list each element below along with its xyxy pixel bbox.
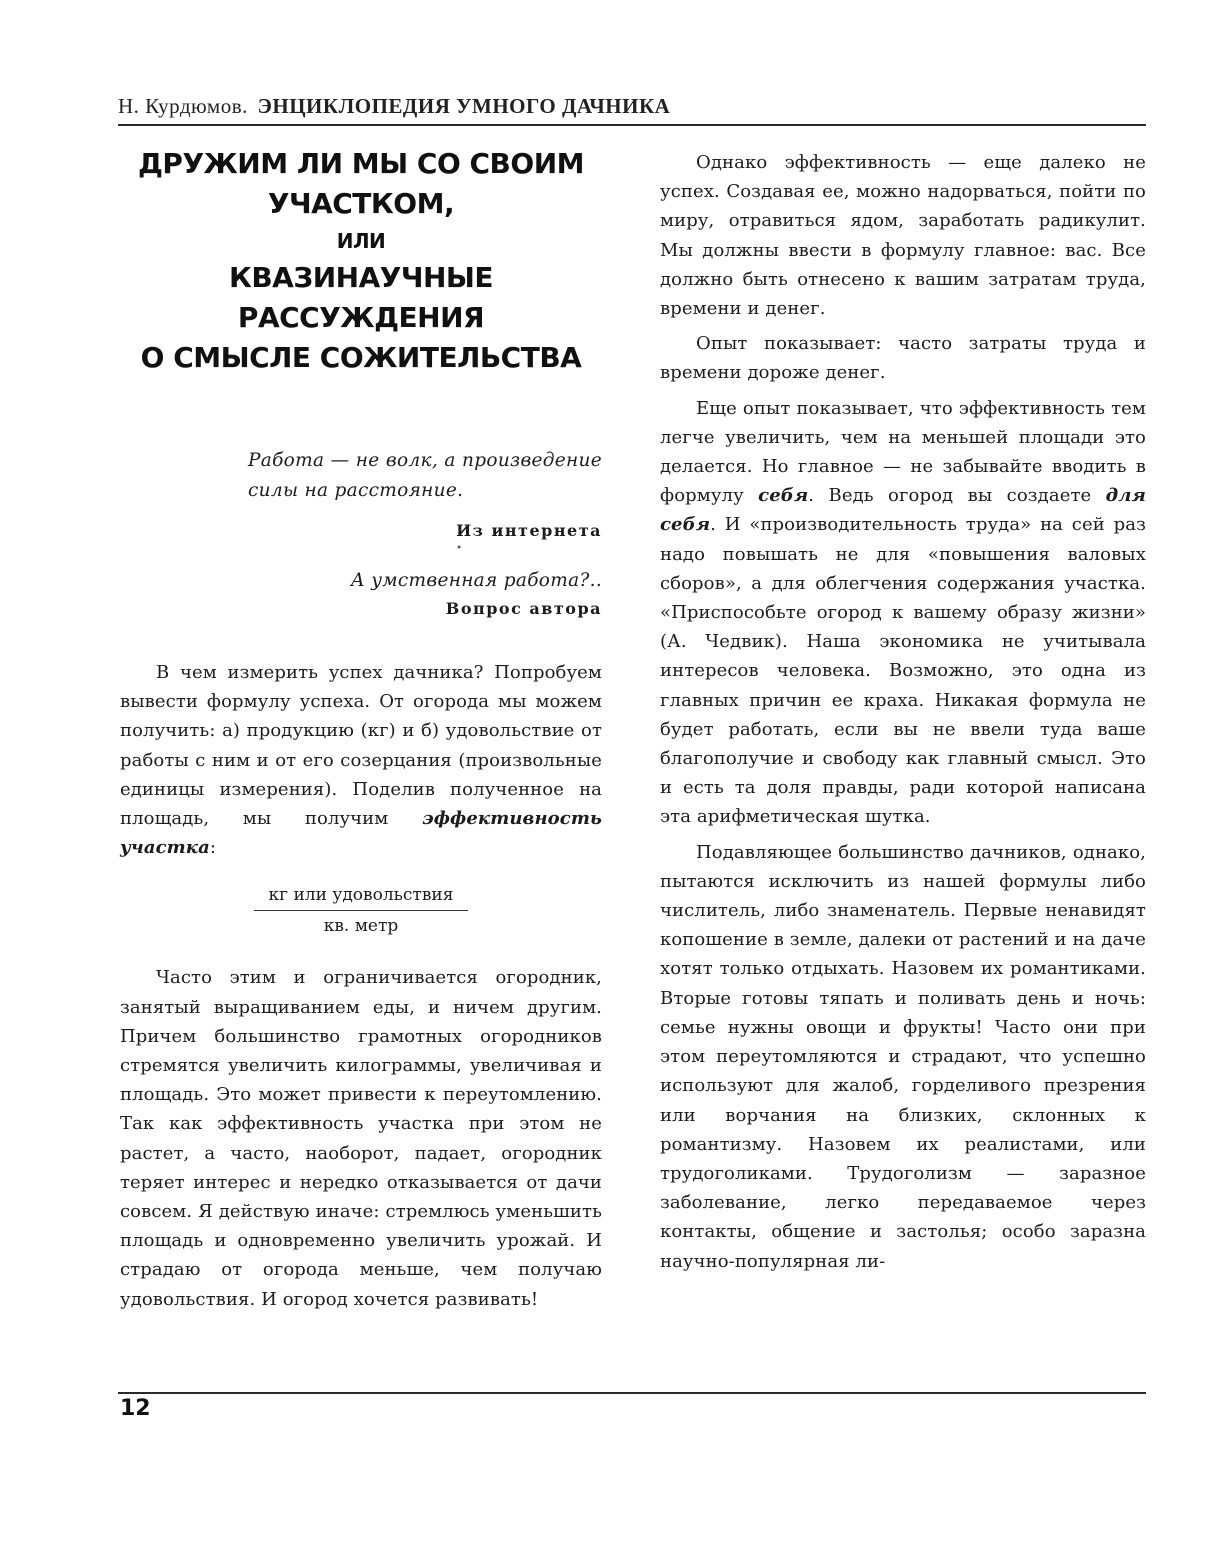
formula-numerator: кг или удовольствия (268, 885, 454, 906)
paragraph-left-2: Часто этим и ограничивается огородник, занятый выращиванием еды, и ничем другим. Причем большинство грамотных огородников стремятся увеличить килограммы, увеличивая и площадь. Это может привести к переутомлению. Так как эффективность участка при этом не растет, а часто, наоборот, падает, огородник теряет интерес и нередко отказывается от дачи совсем. Я действую иначе: стремлюсь уменьшить площадь и одновременно увеличить урожай. И страдаю от огорода меньше, чем получаю удовольствия. И огород хочется развивать! (120, 967, 602, 1310)
paragraph-right-2: Опыт показывает: часто затраты труда и времени дороже денег. (660, 333, 1146, 384)
chapter-title-line-3: КВАЗИНАУЧНЫЕ РАССУЖДЕНИЯ (228, 261, 494, 334)
chapter-title-or: ИЛИ (336, 229, 386, 253)
running-head-book-title: ЭНЦИКЛОПЕДИЯ УМНОГО ДАЧНИКА (257, 94, 671, 118)
epigraph-2-quote: А умственная работа?.. (350, 570, 602, 591)
left-column (120, 140, 602, 1314)
epigraph-1-quote: Работа — не волк, а произведение силы на расстояние. (248, 450, 602, 501)
chapter-title-line-2: УЧАСТКОМ, (267, 187, 455, 220)
paragraph-right-1: Однако эффективность — еще далеко не успех. Создавая ее, можно надорваться, пойти по миру, отравиться ядом, заработать радикулит. Мы должны ввести в формулу главное: вас. Все должно быть отнесено к вашим затратам труда, времени и денег. (660, 152, 1146, 320)
right-column (660, 148, 1146, 1276)
epigraph-1 (248, 446, 602, 544)
paragraph-right-3-emphasis-2: для себя (660, 485, 1146, 536)
paragraph-left-1-text: В чем измерить успех дачника? Попробуем вывести формулу успеха. От огорода мы можем получить: а) продукцию (кг) и б) удовольствие от работы с ним и от его созерцания (произвольные единицы измерения). Поделив полученное на площадь, мы получим (120, 662, 602, 830)
chapter-title (120, 140, 602, 378)
formula-fraction-bar (254, 910, 468, 911)
paragraph-left-1-end: : (209, 837, 217, 859)
epigraph-2-source: Вопрос автора (445, 599, 602, 618)
running-head-author: Н. Курдюмов. (118, 94, 248, 118)
chapter-title-line-4: О СМЫСЛЕ СОЖИТЕЛЬСТВА (140, 341, 582, 374)
paragraph-right-3-part-b: . Ведь огород вы создаете (808, 485, 1092, 507)
epigraph-2 (248, 566, 602, 622)
footer-rule (118, 1392, 1146, 1394)
epigraph-1-source: Из интернета (456, 521, 602, 540)
separator-dot: • (456, 543, 462, 554)
paragraph-left-1-emphasis: эффективность участка (120, 808, 602, 859)
chapter-title-line-1: ДРУЖИМ ЛИ МЫ СО СВОИМ (137, 147, 585, 180)
running-head (118, 94, 1146, 124)
paragraph-left-1 (120, 658, 602, 862)
paragraph-right-3 (660, 394, 1146, 832)
efficiency-formula (254, 882, 468, 939)
paragraph-right-3-part-c: . И «производительность труда» на сей раз надо повышать не для «повышения валовых сборов», а для облегчения содержания участка. «Приспособьте огород к вашему образу жизни» (А. Чедвик). Наша экономика не учитывала интересов человека. Возможно, это одна из главных причин ее краха. Никакая формула не будет работать, если вы не ввели туда ваше благополучие и свободу как главный смысл. Это и есть та доля правды, ради которой написана эта арифметическая шутка. (660, 514, 1146, 828)
page-number: 12 (120, 1396, 151, 1421)
header-rule (118, 124, 1146, 126)
formula-denominator: кв. метр (323, 916, 399, 937)
paragraph-right-3-emphasis-1: себя (758, 485, 809, 507)
paragraph-right-4: Подавляющее большинство дачников, однако, пытаются исключить из нашей формулы либо числитель, либо знаменатель. Первые ненавидят копошение в земле, далеки от растений и на даче хотят только отдыхать. Назовем их романтиками. Вторые готовы тяпать и поливать день и ночь: семье нужны овощи и фрукты! Часто они при этом переутомляются и страдают, что успешно используют для жалоб, горделивого презрения или ворчания на близких, склонных к романтизму. Назовем их реалистами, или трудоголиками. Трудоголизм — заразное заболевание, легко передаваемое через контакты, общение и застолья; особо заразна научно-популярная ли- (660, 841, 1146, 1272)
paragraph-right-3-part-a: Еще опыт показывает, что эффективность тем легче увеличить, чем на меньшей площади это делается. Но главное — не забывайте вводить в формулу (660, 397, 1146, 507)
